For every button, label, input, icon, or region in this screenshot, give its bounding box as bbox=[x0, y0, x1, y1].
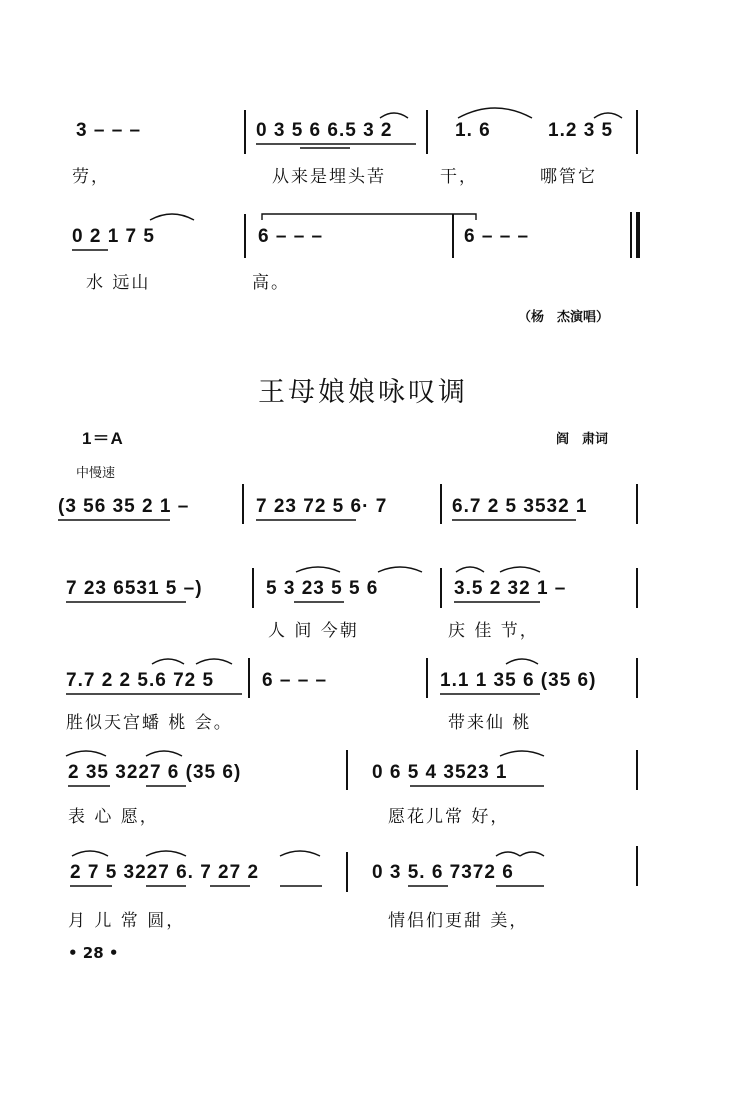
lyric: 带来仙 桃 bbox=[448, 713, 532, 733]
notes: 0 6 5 4 3523 1 bbox=[372, 762, 508, 783]
notes-r2-b: 6 – – – bbox=[258, 226, 324, 247]
notes: 2 7 5 3227 6. 7 27 2 bbox=[70, 862, 260, 883]
notes-r2-c: 6 – – – bbox=[464, 226, 530, 247]
notes: 7.7 2 2 5.6 72 5 bbox=[66, 670, 215, 691]
lyric: 表 心 愿， bbox=[68, 807, 159, 827]
notes: 3.5 2 32 1 – bbox=[454, 578, 567, 599]
tempo-marking: 中慢速 bbox=[76, 466, 116, 481]
lyric-r2-a: 水 远山 bbox=[86, 273, 151, 293]
lyric: 愿花儿常 好， bbox=[388, 807, 510, 827]
notes: 1.1 1 35 6 (35 6) bbox=[440, 670, 597, 691]
notes: 7 23 72 5 6· 7 bbox=[256, 496, 388, 517]
page-number: • 28 • bbox=[68, 944, 119, 962]
performer-credit: （杨 杰演唱） bbox=[518, 310, 610, 325]
notes: 0 3 5. 6 7372 6 bbox=[372, 862, 514, 883]
lyric: 情侣们更甜 美， bbox=[388, 911, 529, 931]
notes: 5 3 23 5 5 6 bbox=[266, 578, 379, 599]
lyric: 胜似天宫蟠 桃 会。 bbox=[66, 713, 233, 733]
song-title: 王母娘娘咏叹调 bbox=[258, 377, 468, 408]
notes: (3 56 35 2 1 – bbox=[58, 496, 190, 517]
notes-r1-b: 0 3 5 6 6.5 3 2 bbox=[256, 120, 393, 141]
lyricist-credit: 阎 肃词 bbox=[556, 432, 609, 447]
lyric-r1-d: 哪管它 bbox=[540, 167, 597, 187]
notes-r2-a: 0 2 1 7 5 bbox=[72, 226, 155, 247]
lyric: 月 儿 常 圆， bbox=[68, 911, 186, 931]
lyric-r1-c: 干， bbox=[440, 167, 478, 187]
notes: 2 35 3227 6 (35 6) bbox=[68, 762, 242, 783]
notes-r1-d: 1.2 3 5 bbox=[548, 120, 614, 141]
lyric: 人 间 今朝 bbox=[268, 621, 359, 641]
notes: 6.7 2 5 3532 1 bbox=[452, 496, 588, 517]
notes-r1-c: 1. 6 bbox=[455, 120, 491, 141]
notes-r1-a: 3 – – – bbox=[76, 120, 142, 141]
lyric-r2-b: 高。 bbox=[252, 273, 290, 293]
lyric-r1-b: 从来是埋头苦 bbox=[272, 167, 386, 187]
lyric-r1-a: 劳， bbox=[72, 167, 110, 187]
notes: 6 – – – bbox=[262, 670, 328, 691]
notes: 7 23 6531 5 –) bbox=[66, 578, 203, 599]
key-signature: 1＝A bbox=[82, 429, 124, 448]
lyric: 庆 佳 节， bbox=[448, 621, 539, 641]
